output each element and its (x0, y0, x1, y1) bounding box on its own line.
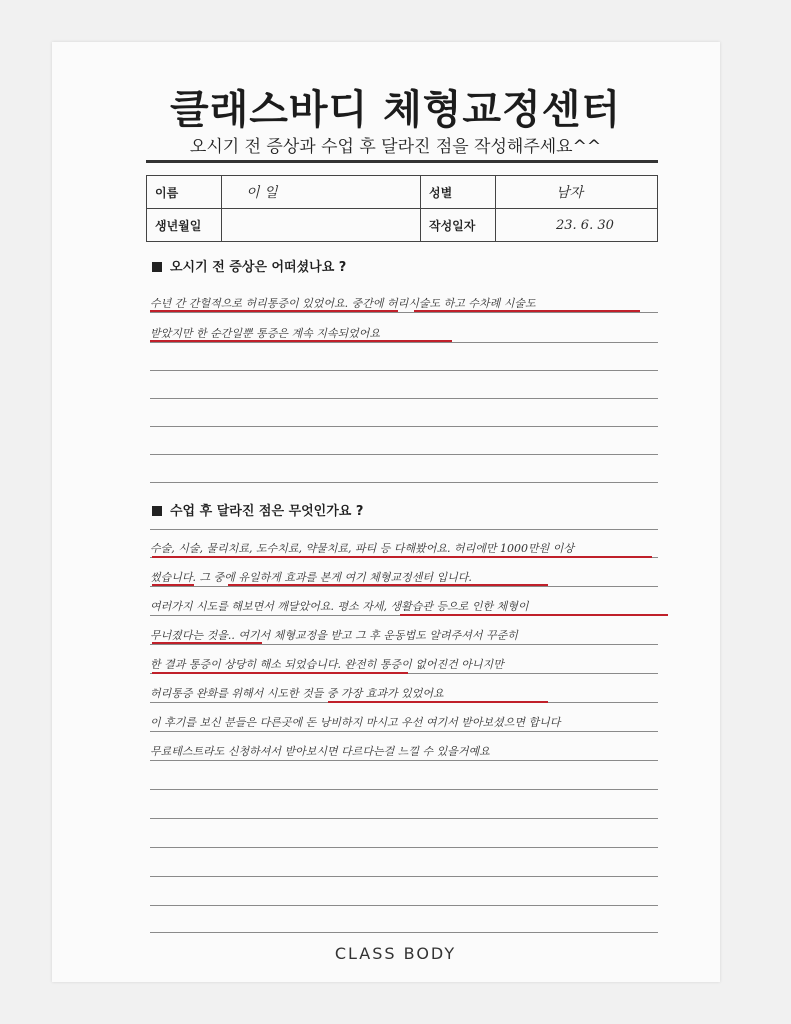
section2-heading-text: 수업 후 달라진 점은 무엇인가요 ? (170, 504, 364, 519)
section2-line-3: 여러가지 시도를 해보면서 깨달았어요. 평소 자세, 생활습관 등으로 인한 체형이 (150, 600, 529, 613)
ruled-line (150, 370, 658, 371)
ruled-line (150, 818, 658, 819)
red-underline (152, 642, 262, 644)
section2-heading (152, 500, 363, 519)
ruled-line (150, 760, 658, 761)
red-underline (152, 556, 652, 558)
red-underline (150, 310, 398, 312)
ruled-line (150, 905, 658, 906)
ruled-line (150, 789, 658, 790)
info-table (146, 175, 658, 242)
section1-heading-text: 오시기 전 증상은 어떠셨나요 ? (170, 260, 347, 275)
ruled-line (150, 482, 658, 483)
birth-value (222, 209, 421, 242)
gender-value: 남자 (496, 176, 658, 209)
date-value: 23. 6. 30 (496, 209, 658, 242)
ruled-line (150, 847, 658, 848)
name-value: 이 일 (222, 176, 421, 209)
red-underline (152, 672, 408, 674)
red-underline (152, 584, 194, 586)
ruled-line (150, 342, 658, 343)
ruled-line (150, 454, 658, 455)
gender-label: 성별 (421, 176, 496, 209)
section2-line-6: 허리통증 완화를 위해서 시도한 것들 중 가장 효과가 있었어요 (150, 687, 444, 700)
ruled-line (150, 426, 658, 427)
ruled-line (150, 876, 658, 877)
birth-label: 생년월일 (147, 209, 222, 242)
ruled-line (150, 529, 658, 530)
ruled-line (150, 932, 658, 933)
square-bullet-icon (152, 506, 162, 516)
red-underline (414, 310, 640, 312)
red-underline (328, 701, 548, 703)
form-title: 클래스바디 체형교정센터 (170, 87, 621, 133)
section2-line-2: 썼습니다. 그 중에 유일하게 효과를 본게 여기 체형교정센터 입니다. (150, 571, 472, 584)
form-subtitle: 오시기 전 증상과 수업 후 달라진 점을 작성해주세요^^ (189, 137, 602, 157)
date-label: 작성일자 (421, 209, 496, 242)
ruled-line (150, 644, 658, 645)
ruled-line (150, 312, 658, 313)
section1-line-2: 받았지만 한 순간일뿐 통증은 계속 지속되었어요 (150, 327, 381, 340)
square-bullet-icon (152, 262, 162, 272)
ruled-line (150, 398, 658, 399)
red-underline (400, 614, 668, 616)
name-label: 이름 (147, 176, 222, 209)
section2-line-4: 무너졌다는 것을.. 여기서 체형교정을 받고 그 후 운동법도 알려주셔서 꾸준히 (150, 629, 518, 642)
section2-line-8: 무료테스트라도 신청하셔서 받아보시면 다르다는걸 느낄 수 있을거예요 (150, 745, 490, 758)
brand-footer: CLASS BODY (334, 944, 457, 963)
header-divider (146, 160, 658, 163)
ruled-line (150, 586, 658, 587)
ruled-line (150, 731, 658, 732)
red-underline (150, 340, 452, 342)
section1-heading (152, 256, 346, 275)
section2-line-7: 이 후기를 보신 분들은 다른곳에 돈 낭비하지 마시고 우선 여기서 받아보셨으면 합니다 (150, 716, 561, 729)
section2-line-5: 한 결과 통증이 상당히 해소 되었습니다. 완전히 통증이 없어진건 아니지만 (150, 658, 504, 671)
section2-line-1: 수술, 시술, 물리치료, 도수치료, 약물치료, 파티 등 다해봤어요. 허리에만 1000만원 이상 (150, 542, 574, 555)
section1-line-1: 수년 간 간헐적으로 허리통증이 있었어요. 중간에 허리시술도 하고 수차례 시술도 (150, 297, 536, 310)
red-underline (228, 584, 548, 586)
